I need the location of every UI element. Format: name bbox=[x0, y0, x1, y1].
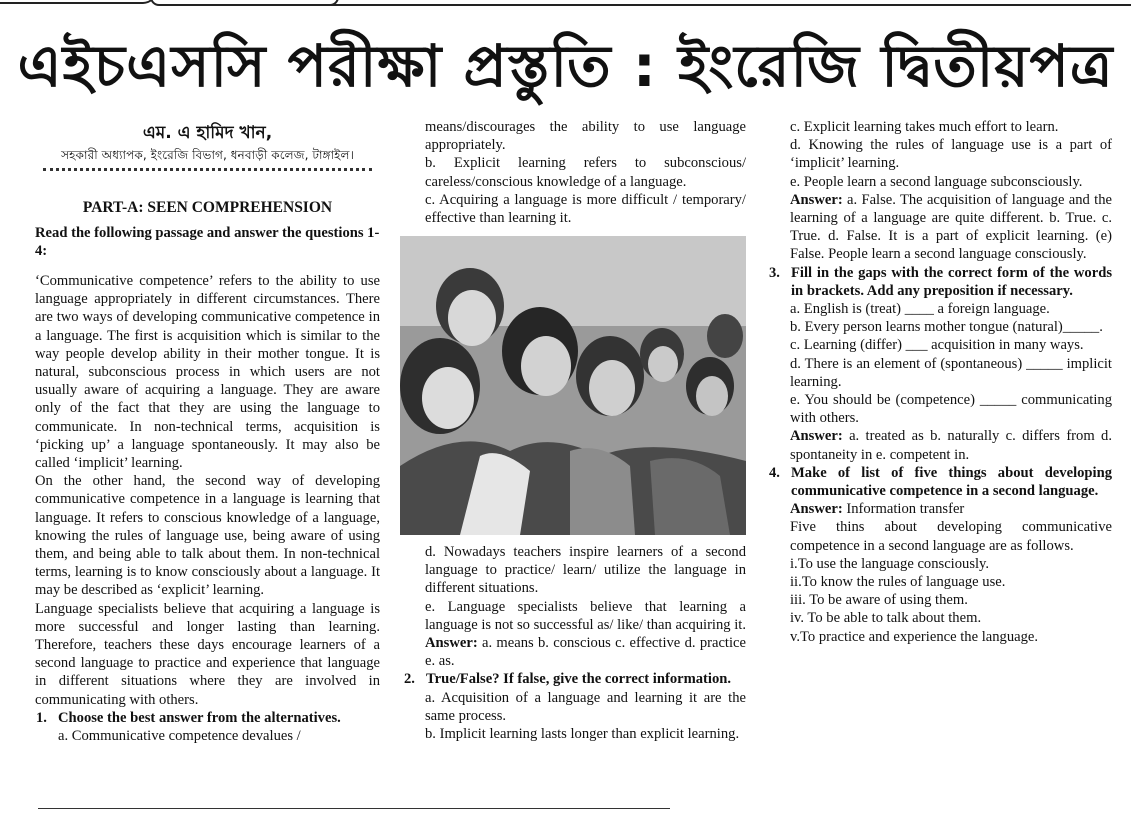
header-tab-left bbox=[0, 0, 157, 4]
gap-a: a. English is (treat) ____ a foreign language. bbox=[790, 301, 1050, 318]
option-d: d. Nowadays teachers inspire learners of a second language to practice/ learn/ utilize the language in different situations. bbox=[425, 544, 746, 597]
author-role: সহকারী অধ্যাপক, ইংরেজি বিভাগ, ধনবাড়ী কলেজ, টাঙ্গাইল। bbox=[61, 148, 354, 163]
question-title: Choose the best answer from the alternatives. bbox=[58, 709, 341, 726]
answer-label: Answer: bbox=[790, 191, 843, 208]
question-number: 2. bbox=[404, 671, 415, 688]
option-a-end: means/discourages the ability to use language appropriately. bbox=[425, 119, 746, 154]
answer-label: Answer: bbox=[790, 501, 843, 518]
answer-2 bbox=[790, 191, 1112, 264]
option-a-start: a. Communicative competence devalues / bbox=[58, 728, 301, 745]
bottom-rule bbox=[38, 808, 670, 809]
option-c: c. Acquiring a language is more difficult / temporary/ effective than learning it. bbox=[425, 191, 746, 227]
answer-3 bbox=[790, 427, 1112, 463]
answer-1 bbox=[425, 634, 746, 670]
students-photo-illustration bbox=[400, 236, 746, 535]
students-photo bbox=[400, 236, 746, 535]
list-item: v.To practice and experience the language. bbox=[790, 628, 1039, 645]
answer-text: a. means b. conscious c. effective d. practice e. as. bbox=[425, 635, 746, 670]
question-number: 3. bbox=[769, 264, 780, 281]
column-right bbox=[769, 118, 1112, 646]
option-b: b. Explicit learning refers to subconscious/ careless/conscious knowledge of a language. bbox=[425, 155, 746, 190]
list-item: i.To use the language consciously. bbox=[790, 555, 990, 572]
question-title: Make of list of five things about developing communicative competence in a second language. bbox=[791, 464, 1112, 500]
answer-text: Information transfer bbox=[846, 501, 965, 518]
column-middle-bottom bbox=[404, 543, 746, 743]
passage-paragraph: On the other hand, the second way of developing communicative competence in a language is learning that language. It refers to conscious knowledge of a language, knowing the rules of language use, being aware of using them, and being able to talk about them. In non-technical terms, learning is to know consciously about a language. It may be described as ‘explicit’ learning. bbox=[35, 473, 380, 599]
column-left bbox=[35, 124, 380, 745]
statement-a: a. Acquisition of a language and learning it are the same process. bbox=[425, 689, 746, 724]
author-name: এম. এ হামিদ খান, bbox=[142, 123, 273, 143]
answer-label: Answer: bbox=[790, 428, 843, 445]
gap-e: e. You should be (competence) _____ communicating with others. bbox=[790, 392, 1112, 427]
answer-text: a. treated as b. naturally c. differs from d. spontaneity in e. competent in. bbox=[790, 428, 1112, 463]
question-4-heading bbox=[768, 464, 1112, 500]
dotted-divider bbox=[43, 168, 372, 171]
answer-label: Answer: bbox=[425, 635, 478, 652]
statement-e: e. People learn a second language subconsciously. bbox=[790, 173, 1083, 190]
instruction: Read the following passage and answer the questions 1-4: bbox=[35, 224, 380, 259]
list-item: ii.To know the rules of language use. bbox=[790, 574, 1006, 591]
list-item: iv. To be able to talk about them. bbox=[790, 610, 982, 627]
gap-c: c. Learning (differ) ___ acquisition in many ways. bbox=[790, 337, 1084, 354]
gap-d: d. There is an element of (spontaneous) _____ implicit learning. bbox=[790, 355, 1112, 390]
column-middle-top bbox=[425, 118, 746, 227]
page-headline: এইচএসসি পরীক্ষা প্রস্তুতি : ইংরেজি দ্বিতীয়পত্র bbox=[17, 32, 1114, 100]
statement-c: c. Explicit learning takes much effort to learn. bbox=[790, 119, 1059, 135]
answer-4-intro: Five thins about developing communicative competence in a second language are as follows. bbox=[790, 519, 1112, 554]
list-item: iii. To be aware of using them. bbox=[790, 592, 968, 609]
answer-text: a. False. The acquisition of language and the learning of a language are quite different. b. True. c. True. d. False. It is a part of explicit learning. (e) False. People learn a second language consciously. bbox=[790, 191, 1112, 263]
author-block bbox=[35, 124, 380, 171]
question-number: 1. bbox=[36, 709, 47, 726]
question-title: Fill in the gaps with the correct form of the words in brackets. Add any preposition if necessary. bbox=[791, 264, 1112, 299]
question-title: True/False? If false, give the correct information. bbox=[426, 671, 732, 688]
top-rule bbox=[0, 0, 1131, 6]
passage-paragraph: Language specialists believe that acquiring a language is more successful and longer lasting than learning. Therefore, teachers these days encourage learners of a second language to practice and experience that language in different situations where they are involved in communicating with others. bbox=[35, 600, 380, 708]
question-1-heading bbox=[35, 709, 380, 727]
statement-d: d. Knowing the rules of language use is a part of ‘implicit’ learning. bbox=[790, 137, 1112, 172]
header-tab bbox=[150, 0, 339, 6]
question-number: 4. bbox=[769, 464, 780, 481]
question-3-heading bbox=[768, 264, 1112, 300]
statement-b: b. Implicit learning lasts longer than explicit learning. bbox=[425, 726, 740, 743]
question-2-heading bbox=[403, 670, 746, 688]
option-e: e. Language specialists believe that learning a language is not so successful as/ like/ than acquiring it. bbox=[425, 598, 746, 633]
gap-b: b. Every person learns mother tongue (natural)_____. bbox=[790, 319, 1103, 336]
passage-paragraph: ‘Communicative competence’ refers to the ability to use language appropriately in different circumstances. There are two ways of developing communicative competence in a language. The first is acquisition which is similar to the way people develop ability in their mother tongue. It is natural, subconscious process in which users are not usually aware of acquiring a language. They are aware only of the fact that they are using the language to communicate. In non-technical terms, acquisition is ‘picking up’ a language spontaneously. It may also be called ‘implicit’ learning. bbox=[35, 273, 380, 472]
section-title: PART-A: SEEN COMPREHENSION bbox=[82, 199, 333, 217]
answer-4 bbox=[790, 500, 1112, 518]
